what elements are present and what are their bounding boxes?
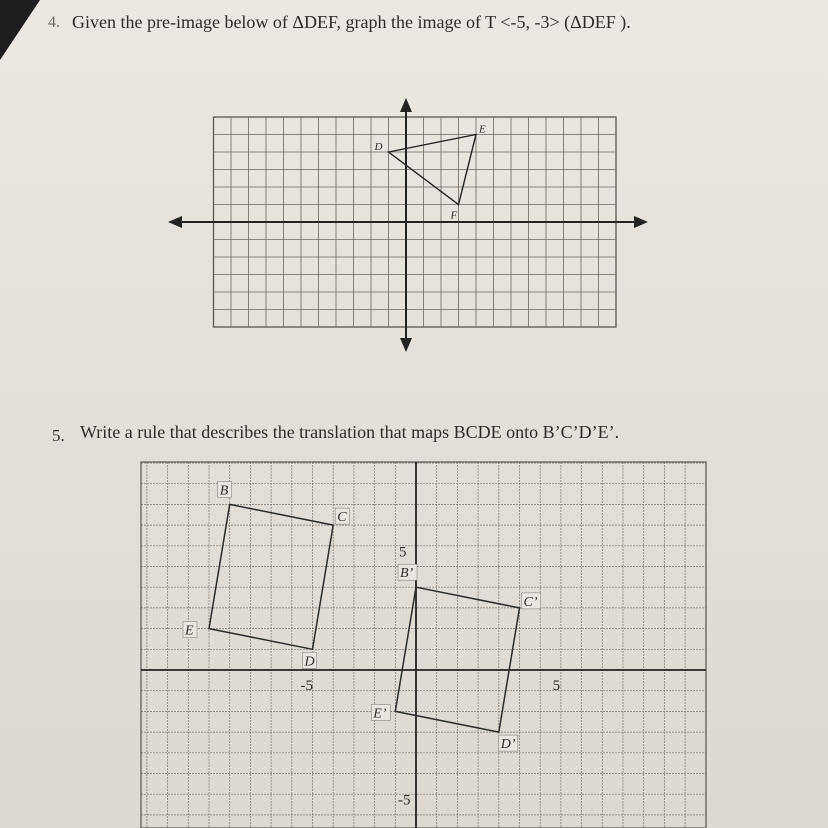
question-4-number: 4. xyxy=(48,14,60,31)
vertex-label-E: E xyxy=(185,623,194,639)
tick-label-y-neg5: -5 xyxy=(398,792,411,809)
vertex-label-E-prime: E’ xyxy=(373,706,387,722)
grid-border xyxy=(141,462,706,828)
tick-label-x-neg5: -5 xyxy=(300,678,313,694)
x-axis-arrow-left xyxy=(168,216,182,228)
quadrilateral-BCDE-image xyxy=(395,587,519,732)
vertex-label-C-prime: C’ xyxy=(523,594,538,610)
tick-label-x-pos5: 5 xyxy=(552,678,561,694)
tick-label-y-pos5: 5 xyxy=(399,544,407,561)
y-axis-arrow-up xyxy=(400,98,412,112)
y-axis-arrow-down xyxy=(400,338,412,352)
question-4-text: Given the pre-image below of ΔDEF, graph the image of T <-5, -3> (ΔDEF ). xyxy=(72,12,631,32)
vertex-label-D-prime: D’ xyxy=(500,737,516,753)
question-5-text: Write a rule that describes the translation that maps BCDE onto B’C’D’E’. xyxy=(80,422,620,442)
vertex-label-C: C xyxy=(337,510,347,526)
vertex-label-B: B xyxy=(219,483,229,499)
question-4-coordinate-grid xyxy=(0,0,828,380)
vertex-label-F: F xyxy=(450,209,458,222)
question-5-coordinate-grid xyxy=(0,440,828,828)
question-5-number: 5. xyxy=(52,426,65,445)
vertex-label-B-prime: B’ xyxy=(400,566,414,582)
vertex-label-E: E xyxy=(479,123,486,136)
x-axis-arrow-right xyxy=(634,216,648,228)
vertex-label-D: D xyxy=(304,654,315,670)
vertex-label-D: D xyxy=(374,141,383,153)
